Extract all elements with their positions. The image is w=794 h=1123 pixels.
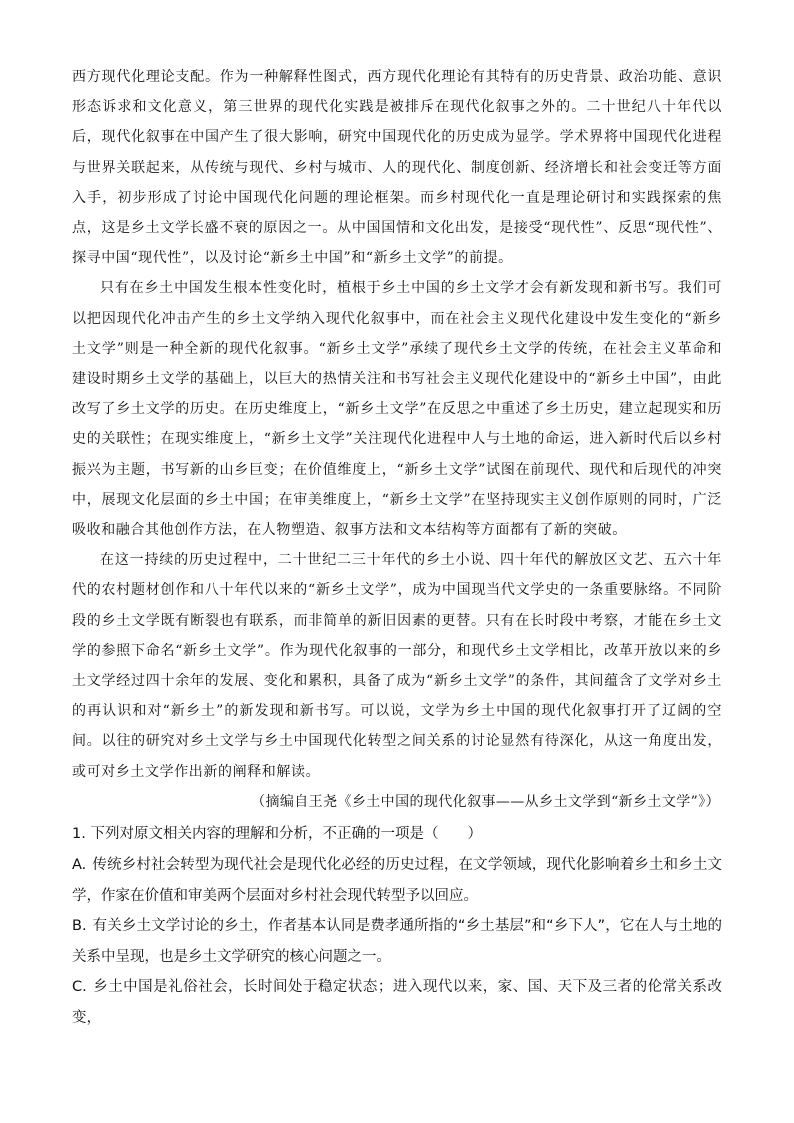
passage-paragraph-1: 西方现代化理论支配。作为一种解释性图式，西方现代化理论有其特有的历史背景、政治功能、意识形态诉求和文化意义，第三世界的现代化实践是被排斥在现代化叙事之外的。二十世纪八十年代以后，现代化叙事在中国产生了很大影响，研究中国现代化的历史成为显学。学术界将中国现代化进程与世界关联起来，从传统与现代、乡村与城市、人的现代化、制度创新、经济增长和社会变迁等方面入手，初步形成了讨论中国现代化问题的理论框架。而乡村现代化一直是理论研讨和实践探索的焦点，这是乡土文学长盛不衰的原因之一。从中国国情和文化出发，是接受“现代性”、反思“现代性”、探寻中国“现代性”，以及讨论“新乡土中国”和“新乡土文学”的前提。 bbox=[72, 69, 722, 267]
option-b-text: 有关乡土文学讨论的乡土，作者基本认同是费孝通所指的“乡土基层”和“乡下人”，它在人与土地的关系中呈现，也是乡土文学研究的核心问题之一。 bbox=[72, 918, 722, 965]
option-a-label: A. bbox=[72, 857, 87, 874]
option-b-label: B. bbox=[72, 918, 87, 935]
option-c-text: 乡土中国是礼俗社会，长时间处于稳定状态；进入现代以来，家、国、天下及三者的伦常关系改变， bbox=[72, 979, 722, 1026]
option-a bbox=[72, 850, 722, 911]
reading-passage bbox=[72, 62, 722, 787]
question-stem: 1. 下列对原文相关内容的理解和分析，不正确的一项是（ ） bbox=[72, 825, 482, 842]
option-c-label: C. bbox=[72, 979, 87, 996]
passage-paragraph-3: 在这一持续的历史过程中，二十世纪二三十年代的乡土小说、四十年代的解放区文艺、五六十年代的农村题材创作和八十年代以来的“新乡土文学”，成为中国现当代文学史的一条重要脉络。不同阶段的乡土文学既有断裂也有联系，而非简单的新旧因素的更替。只有在长时段中考察，才能在乡土文学的参照下命名“新乡土文学”。作为现代化叙事的一部分，和现代乡土文学相比，改革开放以来的乡土文学经过四十余年的发展、变化和累积，具备了成为“新乡土文学”的条件，其间蕴含了文学对乡土的再认识和对“新乡土”的新发现和新书写。可以说，文学为乡土中国的现代化叙事打开了辽阔的空间。以往的研究对乡土文学与乡土中国现代化转型之间关系的讨论显然有待深化，从这一角度出发，或可对乡土文学作出新的阐释和解读。 bbox=[72, 552, 722, 780]
passage-source-citation: （摘编自王尧《乡土中国的现代化叙事——从乡土文学到“新乡土文学”》） bbox=[251, 793, 720, 810]
option-b bbox=[72, 911, 722, 972]
option-a-text: 传统乡村社会转型为现代社会是现代化必经的历史过程，在文学领域，现代化影响着乡土和乡土文学，作家在价值和审美两个层面对乡村社会现代转型予以回应。 bbox=[72, 857, 722, 904]
question-1 bbox=[72, 819, 722, 1034]
document-page bbox=[72, 62, 722, 1033]
option-c bbox=[72, 972, 722, 1033]
passage-paragraph-2: 只有在乡土中国发生根本性变化时，植根于乡土中国的乡土文学才会有新发现和新书写。我们可以把因现代化冲击产生的乡土文学纳入现代化叙事中，而在社会主义现代化建设中发生变化的“新乡土文学”则是一种全新的现代化叙事。“新乡土文学”承续了现代乡土文学的传统，在社会主义革命和建设时期乡土文学的基础上，以巨大的热情关注和书写社会主义现代化建设中的“新乡土中国”，由此改写了乡土文学的历史。在历史维度上，“新乡土文学”在反思之中重述了乡土历史，建立起现实和历史的关联性；在现实维度上，“新乡土文学”关注现代化进程中人与土地的命运，进入新时代后以乡村振兴为主题，书写新的山乡巨变；在价值维度上，“新乡土文学”试图在前现代、现代和后现代的冲突中，展现文化层面的乡土中国；在审美维度上，“新乡土文学”在坚持现实主义创作原则的同时，广泛吸收和融合其他创作方法，在人物塑造、叙事方法和文本结构等方面都有了新的突破。 bbox=[72, 280, 722, 539]
